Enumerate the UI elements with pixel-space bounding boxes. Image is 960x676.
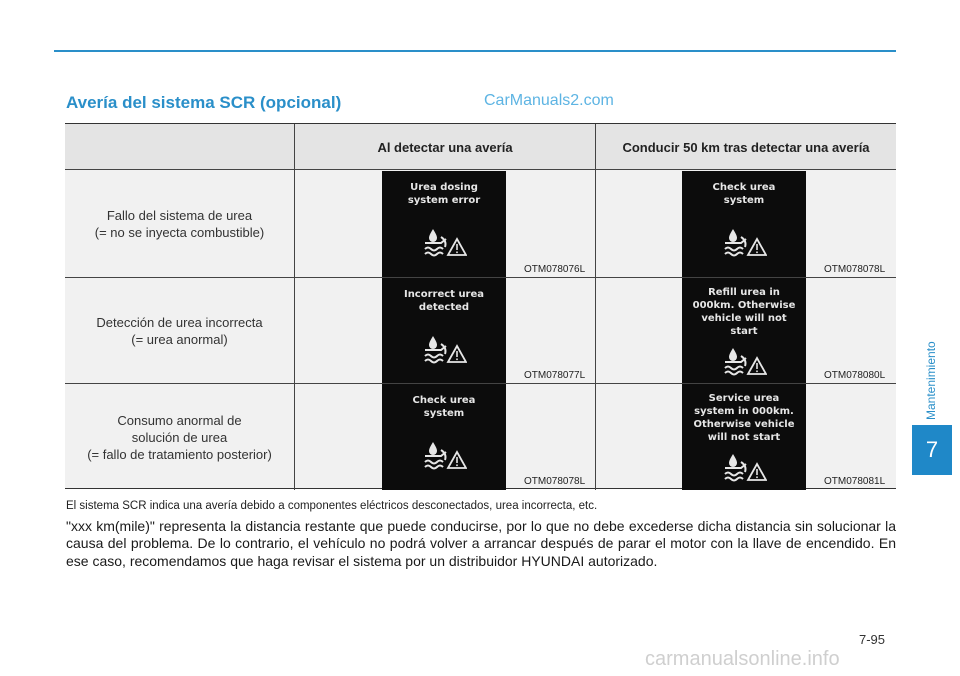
figure-code: OTM078081L [824, 476, 886, 487]
chapter-tab: 7 [912, 425, 952, 475]
cluster-display-check-urea: Check urea system [382, 384, 506, 490]
figure-code: OTM078077L [524, 370, 586, 381]
header-cell-drive: Conducir 50 km tras detectar una avería [622, 139, 870, 155]
cluster-display-urea-dosing-error: Urea dosing system error [382, 171, 506, 277]
table-header-row [65, 124, 896, 170]
urea-warning-icon [423, 440, 467, 470]
page-number: 7-95 [859, 632, 886, 647]
figure-code: OTM078078L [824, 264, 886, 275]
short-note: El sistema SCR indica una avería debido a componentes eléctricos desconectados, urea incorrecta, etc. [66, 500, 598, 512]
column-divider [595, 124, 596, 490]
figure-code: OTM078078L [524, 476, 586, 487]
top-rule [54, 50, 896, 52]
figure-code: OTM078076L [524, 264, 586, 275]
chapter-label: Mantenimiento [924, 341, 938, 420]
body-paragraph: "xxx km(mile)" representa la distancia restante que puede conducirse, por lo que no debe excederse dicha distancia sin solucionar la causa del problema. De lo contrario, el vehículo no podrá volver a arrancar después de parar el motor con la llave de encendido. En ese caso, recomendamos que haga revisar el sistema por un distribuidor HYUNDAI autorizado. [66, 518, 896, 569]
cluster-display-check-urea-system: Check urea system [682, 171, 806, 277]
header-cell-empty [65, 124, 294, 170]
urea-warning-icon [723, 227, 767, 257]
scr-failure-table [65, 123, 896, 489]
figure-code: OTM078080L [824, 370, 886, 381]
column-divider [294, 124, 295, 490]
watermark-top: CarManuals2.com [484, 92, 614, 109]
urea-warning-icon [423, 334, 467, 364]
footer-watermark: carmanualsonline.info [645, 648, 840, 670]
urea-warning-icon [423, 227, 467, 257]
table-row-label: Detección de urea incorrecta (= urea anormal) [96, 314, 263, 347]
cluster-display-service-urea: Service urea system in 000km. Otherwise vehicle will not start [682, 384, 806, 490]
cluster-display-refill-urea: Refill urea in 000km. Otherwise vehicle will not start [682, 278, 806, 383]
urea-warning-icon [723, 346, 767, 376]
table-row-label: Consumo anormal de solución de urea (= fallo de tratamiento posterior) [87, 412, 272, 462]
section-title: Avería del sistema SCR (opcional) [66, 93, 342, 112]
cluster-display-incorrect-urea: Incorrect urea detected [382, 278, 506, 383]
header-cell-detect: Al detectar una avería [377, 139, 513, 155]
table-row-label: Fallo del sistema de urea (= no se inyecta combustible) [94, 208, 265, 240]
urea-warning-icon [723, 452, 767, 482]
